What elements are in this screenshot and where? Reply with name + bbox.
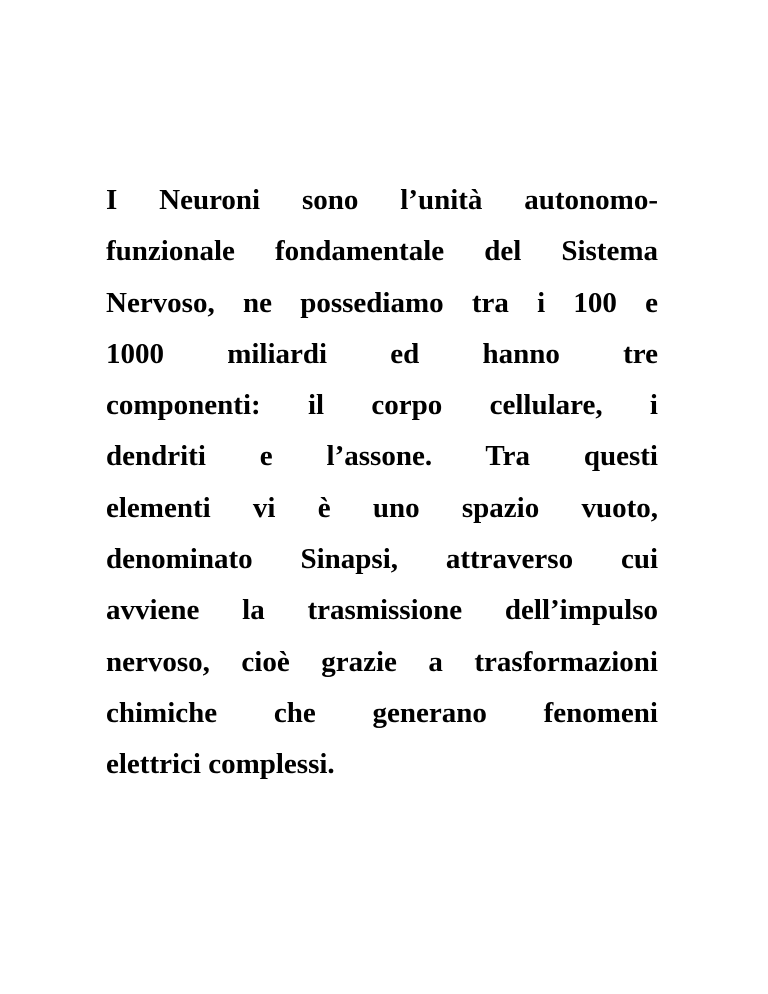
paragraph-line-11: chimiche che generano fenomeni [106, 696, 658, 729]
paragraph-line-6: dendriti e l’assone. Tra questi [106, 440, 658, 473]
paragraph-line-12: elettrici complessi. [106, 748, 335, 781]
paragraph-line-2: funzionale fondamentale del Sistema [106, 235, 658, 268]
paragraph [106, 180, 658, 796]
paragraph-line-7: elementi vi è uno spazio vuoto, [106, 491, 658, 524]
paragraph-line-10: nervoso, cioè grazie a trasformazioni [106, 645, 658, 678]
paragraph-line-9: avviene la trasmissione dell’impulso [106, 594, 658, 627]
paragraph-line-8: denominato Sinapsi, attraverso cui [106, 543, 658, 576]
paragraph-line-4: 1000 miliardi ed hanno tre [106, 337, 658, 370]
paragraph-line-1: I Neuroni sono l’unità autonomo- [106, 184, 658, 216]
paragraph-line-3: Nervoso, ne possediamo tra i 100 e [106, 286, 658, 319]
paragraph-line-5: componenti: il corpo cellulare, i [106, 389, 658, 422]
